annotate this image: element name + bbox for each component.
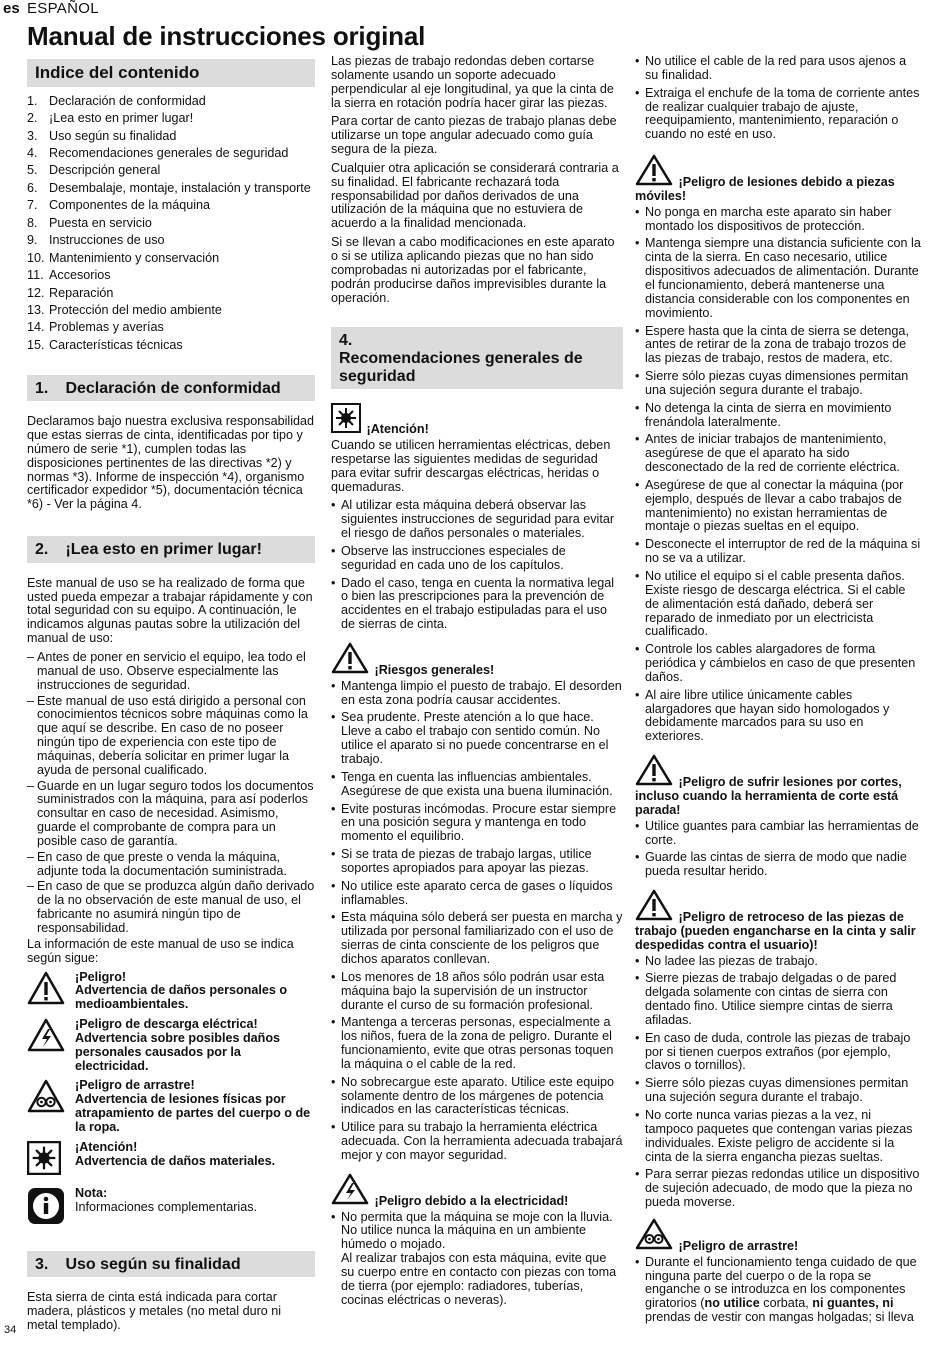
toc-item-number: 5.: [27, 163, 38, 178]
kickback-list: [635, 955, 921, 1210]
legend-description: Advertencia de daños personales o medioambientales.: [75, 983, 288, 1012]
section-3-heading: [27, 1251, 315, 1278]
general-risks-label: ¡Riesgos generales!: [374, 662, 495, 677]
warning-icon: [331, 642, 369, 678]
list-item: • Extraiga el enchufe de la toma de corriente antes de realizar cualquier trabajo de ajuste, reequipamiento, mantenimiento, reparación o cuando no esté en uso.: [635, 87, 921, 142]
list-item: • Antes de iniciar trabajos de mantenimiento, asegúrese de que el aparato ha sido desconectado de la red de corriente eléctrica.: [635, 433, 921, 475]
cut-injury-list: [635, 820, 921, 879]
section-title: Uso según su finalidad: [65, 1255, 241, 1273]
warning-icon: [27, 971, 75, 1013]
toc-item-title: Protección del medio ambiente: [49, 302, 222, 317]
section-2-heading: [27, 536, 315, 563]
list-item: – En caso de que preste o venda la máquina, adjunte toda la documentación suministrada.: [27, 851, 315, 879]
list-item: • No permita que la máquina se moje con la lluvia. No utilice nunca la máquina en un ambiente húmedo o mojado. Al realizar trabajos con esta máquina, evite que su cuerpo entre en contacto con piezas con toma de tierra (por ejemplo: radiadores, tuberías, cocinas eléctricas o neveras).: [331, 1211, 623, 1308]
attention-icon: [331, 403, 361, 437]
round-pieces-text: Las piezas de trabajo redondas deben cortarse solamente usando un soporte adecuado perpendicular al eje longitudinal, ya que la cinta de la sierra en rotación podría hacer girar las piezas.: [331, 54, 614, 110]
toc-item-number: 10.: [27, 250, 45, 265]
list-item: – En caso de que se produzca algún daño derivado de la no observación de este manual de uso, el fabricante no asumirá ningún tipo de responsabilidad.: [27, 880, 315, 935]
entanglement-label: ¡Peligro de arrastre!: [678, 1238, 799, 1253]
moving-parts-heading: [635, 154, 921, 204]
toc-item-number: 2.: [27, 111, 38, 126]
legend-intro: La información de este manual de uso se indica según sigue:: [27, 936, 294, 965]
list-item: • No utilice este aparato cerca de gases o líquidos inflamables.: [331, 880, 623, 908]
toc-item: [27, 252, 315, 266]
attention-label: ¡Atención!: [366, 422, 429, 437]
list-item: • Tenga en cuenta las influencias ambientales. Asegúrese de que exista una buena iluminación.: [331, 771, 623, 799]
toc-item-number: 7.: [27, 198, 38, 213]
general-risks-list: [331, 680, 623, 1163]
toc-item: [27, 147, 315, 161]
attention-heading: [331, 403, 623, 437]
moving-parts-label: ¡Peligro de lesiones debido a piezas móviles!: [635, 175, 895, 203]
warning-icon: [635, 754, 673, 790]
legend-title: ¡Peligro de descarga eléctrica!: [75, 1017, 258, 1032]
toc-item: [27, 112, 315, 126]
list-item: • Desconecte el interruptor de red de la máquina si no se va a utilizar.: [635, 538, 921, 566]
list-item: • No utilice el equipo si el cable presenta daños. Existe riesgo de descarga eléctrica. Si el cable de alimentación está dañado, deberá ser reparado de inmediato por un electricista cualificado.: [635, 570, 921, 639]
misuse-text: Cualquier otra aplicación se considerará contraria a su finalidad. El fabricante rechazará toda responsabilidad por daños derivados de una utilización de la máquina que no estuviera de acuerdo a la finalidad mencionada.: [331, 160, 619, 231]
list-item: • Utilice guantes para cambiar las herramientas de corte.: [635, 820, 921, 848]
toc-item-title: Puesta en servicio: [49, 215, 152, 230]
attention-list: [331, 499, 623, 632]
toc-item: [27, 130, 315, 144]
column-3: [635, 55, 921, 1329]
flat-pieces-text: Para cortar de canto piezas de trabajo planas debe utilizarse un tope angular adecuado como guía segura de la pieza.: [331, 114, 617, 157]
entanglement-icon: [635, 1218, 673, 1254]
legend-description: Advertencia de daños materiales.: [75, 1153, 276, 1168]
section-title: Declaración de conformidad: [65, 379, 281, 397]
list-item: • Controle los cables alargadores de forma periódica y cámbielos en caso de que presenten daños.: [635, 643, 921, 685]
list-item: • Observe las instrucciones especiales de seguridad en cada uno de los capítulos.: [331, 545, 623, 573]
electric-label: ¡Peligro debido a la electricidad!: [374, 1193, 569, 1208]
list-item: • Para serrar piezas redondas utilice un dispositivo de sujeción adecuado, de modo que la pieza no pueda moverse.: [635, 1168, 921, 1210]
toc-item-number: 6.: [27, 180, 38, 195]
list-item: • Utilice para su trabajo la herramienta eléctrica adecuada. Con la herramienta adecuada trabajará mejor y con mayor seguridad.: [331, 1121, 623, 1163]
toc-item: [27, 217, 315, 231]
toc-item: [27, 339, 315, 353]
column-2: [331, 55, 623, 1312]
list-item: • En caso de duda, controle las piezas de trabajo por si tienen cuerpos extraños (por ejemplo, clavos o tornillos).: [635, 1032, 921, 1074]
intended-use-text: Esta sierra de cinta está indicada para cortar madera, plásticos y metales (no metal duro ni metal templado).: [27, 1290, 282, 1332]
toc-list: [27, 95, 315, 353]
legend-description: Advertencia sobre posibles daños personales causados por la electricidad.: [75, 1030, 281, 1073]
toc-item-number: 15.: [27, 337, 45, 352]
list-item: • Guarde las cintas de sierra de modo que nadie pueda resultar herido.: [635, 851, 921, 879]
toc-item-number: 3.: [27, 128, 38, 143]
list-item: – Guarde en un lugar seguro todos los documentos suministrados con la máquina, para así poderlos consultar en caso de necesidad. Asimismo, guarde el comprobante de compra para un posible caso de garantía.: [27, 780, 315, 849]
toc-item-title: Declaración de conformidad: [49, 93, 206, 108]
warning-icon: [635, 889, 673, 925]
section-title: ¡Lea esto en primer lugar!: [65, 541, 262, 559]
kickback-heading: [635, 889, 921, 953]
toc-item-title: Descripción general: [49, 163, 161, 178]
electric-heading: [331, 1173, 623, 1209]
toc-item-title: Componentes de la máquina: [49, 198, 211, 213]
list-item: • Mantenga a terceras personas, especialmente a los niños, fuera de la zona de peligro. Durante el funcionamiento, evite que otras personas toquen la máquina o el cable de la red.: [331, 1016, 623, 1071]
toc-item-number: 1.: [27, 93, 38, 108]
list-item: • Al utilizar esta máquina deberá observar las siguientes instrucciones de seguridad para evitar el riesgo de daños personales o materiales.: [331, 499, 623, 541]
legend-description: Informaciones complementarias.: [75, 1199, 257, 1214]
general-risks-heading: [331, 642, 623, 678]
cut-injury-label: ¡Peligro de sufrir lesiones por cortes, incluso cuando la herramienta de corte está parada!: [635, 775, 902, 817]
list-item: • Asegúrese de que al conectar la máquina (por ejemplo, después de llevar a cabo trabajos de mantenimiento) no existan herramientas de montaje o piezas sueltas en el equipo.: [635, 479, 921, 534]
cut-injury-heading: [635, 754, 921, 818]
kickback-label: ¡Peligro de retroceso de las piezas de trabajo (pueden engancharse en la cinta y salir despedidas contra el usuario)!: [635, 910, 916, 952]
toc-item-title: Uso según su finalidad: [49, 128, 177, 143]
legend-row: [27, 1141, 315, 1179]
language-code: es: [3, 0, 20, 17]
list-item: – Antes de poner en servicio el equipo, lea todo el manual de uso. Observe especialmente las instrucciones de seguridad.: [27, 651, 315, 693]
toc-item-number: 12.: [27, 285, 45, 300]
toc-item: [27, 304, 315, 318]
legend-title: ¡Peligro de arrastre!: [75, 1078, 195, 1093]
list-item: • No ladee las piezas de trabajo.: [635, 955, 921, 969]
toc-item-title: Problemas y averías: [49, 320, 164, 335]
legend-title: ¡Atención!: [75, 1139, 138, 1154]
toc-item-title: Accesorios: [49, 268, 111, 283]
list-item: • Sierre sólo piezas cuyas dimensiones permitan una sujeción segura durante el trabajo.: [635, 1077, 921, 1105]
toc-item-title: Reparación: [49, 285, 114, 300]
info-icon: [27, 1187, 75, 1229]
legend-row: [27, 1018, 315, 1073]
list-item: • Durante el funcionamiento tenga cuidado de que ninguna parte del cuerpo o de la ropa se enganche o se introduzca en los componentes giratorios (no utilice corbata, ni guantes, ni prendas de vestir con mangas holgadas; si lleva: [635, 1256, 921, 1325]
toc-item-number: 14.: [27, 320, 45, 335]
toc-item-title: Recomendaciones generales de seguridad: [49, 146, 289, 160]
list-item: • Sierre sólo piezas cuyas dimensiones permitan una sujeción segura durante el trabajo.: [635, 370, 921, 398]
toc-item: [27, 199, 315, 213]
entanglement-list: [635, 1256, 921, 1325]
list-item: • Sea prudente. Preste atención a lo que hace. Lleve a cabo el trabajo con sentido común. No utilice el aparato si no puede concentrarse en el trabajo.: [331, 711, 623, 766]
list-item: • Al aire libre utilice únicamente cables alargadores que hayan sido homologados y debidamente marcados para su uso en exteriores.: [635, 689, 921, 744]
toc-item: [27, 321, 315, 335]
section-1-heading: [27, 375, 315, 402]
document-title: Manual de instrucciones original: [27, 21, 426, 51]
list-item: • Mantenga siempre una distancia suficiente con la cinta de la sierra. En caso necesario, utilice dispositivos adecuados de alimentación. Durante el funcionamiento, deberá mantenerse una distancia considerable con los componentes en movimiento.: [635, 237, 921, 320]
section-number: 1.: [35, 379, 49, 397]
section-number: 2.: [35, 541, 49, 559]
list-item: • Evite posturas incómodas. Procure estar siempre en una posición segura y mantenga en todo momento el equilibrio.: [331, 803, 623, 845]
legend-title: Nota:: [75, 1185, 108, 1200]
toc-item: [27, 95, 315, 109]
toc-item: [27, 269, 315, 283]
section-4-heading: [331, 327, 623, 389]
toc-item: [27, 287, 315, 301]
moving-parts-list: [635, 206, 921, 744]
list-item: – Este manual de uso está dirigido a personal con conocimientos técnicos sobre máquinas como la que aquí se describe. En caso de no poseer ningún tipo de experiencia con este tipo de máquinas, debería solicitar en primer lugar la ayuda de personal cualificado.: [27, 695, 315, 778]
legend-title: ¡Peligro!: [75, 969, 127, 984]
conformity-text: Declaramos bajo nuestra exclusiva responsabilidad que estas sierras de cinta, identificadas por tipo y número de serie *1), cumplen todas las disposiciones pertinentes de las directivas *2) y normas *3). Informe de inspección *4), organismo certificador expedidor *5), documentación técnica *6) - Ver la página 4.: [27, 414, 315, 512]
toc-heading: Indice del contenido: [27, 59, 315, 87]
list-item: • No sobrecargue este aparato. Utilice este equipo solamente dentro de los márgenes de potencia indicados en las características técnicas.: [331, 1076, 623, 1118]
toc-item-number: 8.: [27, 215, 38, 230]
modifications-text: Si se llevan a cabo modificaciones en este aparato o si se utiliza aplicando piezas que no han sido comprobadas ni autorizadas por el fabricante, podrán producirse daños imprevisibles durante la operación.: [331, 235, 615, 305]
warning-icon: [635, 154, 673, 190]
electric-list-part-1: [331, 1211, 623, 1308]
toc-item-number: 11.: [27, 268, 44, 283]
electric-list-part-2: [635, 55, 921, 142]
symbol-legend: [27, 971, 315, 1229]
toc-item-title: Desembalaje, montaje, instalación y transporte: [49, 180, 311, 195]
toc-item: [27, 182, 315, 196]
legend-row: [27, 971, 315, 1013]
list-item: • Mantenga limpio el puesto de trabajo. El desorden en esta zona podría causar accidentes.: [331, 680, 623, 708]
toc-item-number: 13.: [27, 302, 45, 317]
attention-text: Cuando se utilicen herramientas eléctricas, deben respetarse las siguientes medidas de seguridad para evitar sufrir descargas eléctricas, heridas o quemaduras.: [331, 437, 611, 494]
list-item: • Dado el caso, tenga en cuenta la normativa legal o bien las prescripciones para la prevención de accidentes en el trabajo estipuladas para el uso de sierras de cinta.: [331, 577, 623, 632]
legend-description: Advertencia de lesiones físicas por atrapamiento de partes del cuerpo o de la ropa.: [75, 1092, 311, 1134]
section-number: 3.: [35, 1255, 49, 1273]
page-number: 34: [4, 1324, 17, 1336]
legend-row: [27, 1187, 315, 1229]
list-item: • No ponga en marcha este aparato sin haber montado los dispositivos de protección.: [635, 206, 921, 234]
entanglement-heading: [635, 1218, 921, 1254]
toc-item-number: 9.: [27, 233, 38, 248]
toc-item: [27, 164, 315, 178]
toc-item-title: Características técnicas: [49, 337, 183, 352]
list-item: • Si se trata de piezas de trabajo largas, utilice soportes apropiados para apoyar las piezas.: [331, 848, 623, 876]
read-first-list: [27, 651, 315, 936]
toc-item-title: Instrucciones de uso: [49, 233, 165, 248]
legend-row: [27, 1079, 315, 1134]
list-item: • Espere hasta que la cinta de sierra se detenga, antes de retirar de la zona de trabajo trozos de las piezas de trabajo, restos de madera, etc.: [635, 325, 921, 367]
list-item: • No utilice el cable de la red para usos ajenos a su finalidad.: [635, 55, 921, 83]
list-item: • Esta máquina sólo deberá ser puesta en marcha y utilizada por personal familiarizado con el uso de sierras de cinta consciente de los peligros que dichos aparatos conllevan.: [331, 911, 623, 966]
list-item: • Los menores de 18 años sólo podrán usar esta máquina bajo la supervisión de un instructor durante el curso de su formación profesional.: [331, 971, 623, 1013]
column-1: [27, 55, 315, 1338]
toc-item: [27, 234, 315, 248]
section-title: Recomendaciones generales de seguridad: [339, 349, 583, 385]
list-item: • Sierre piezas de trabajo delgadas o de pared delgada solamente con cintas de sierra con dentado fino. Utilice siempre cintas de sierra afiladas.: [635, 972, 921, 1027]
toc-item-title: ¡Lea esto en primer lugar!: [49, 111, 194, 126]
section-number: 4.: [339, 332, 353, 350]
read-first-intro: Este manual de uso se ha realizado de forma que usted pueda empezar a trabajar rápidamente y con total seguridad con su equipo. A continuación, le indicamos algunas pautas sobre la utilización del manual de uso:: [27, 575, 313, 646]
electric-shock-icon: [331, 1173, 369, 1209]
list-item: • No detenga la cinta de sierra en movimiento frenándola lateralmente.: [635, 402, 921, 430]
language-name: ESPAÑOL: [27, 0, 99, 17]
electric-shock-icon: [27, 1018, 75, 1073]
list-item: • No corte nunca varias piezas a la vez, ni tampoco paquetes que contengan varias piezas individuales. Existe peligro de accidente si la cinta de la sierra engancha piezas sueltas.: [635, 1109, 921, 1164]
attention-icon: [27, 1141, 75, 1179]
toc-item-title: Mantenimiento y conservación: [49, 250, 220, 265]
entanglement-icon: [27, 1079, 75, 1134]
toc-item-number: 4.: [27, 146, 38, 160]
